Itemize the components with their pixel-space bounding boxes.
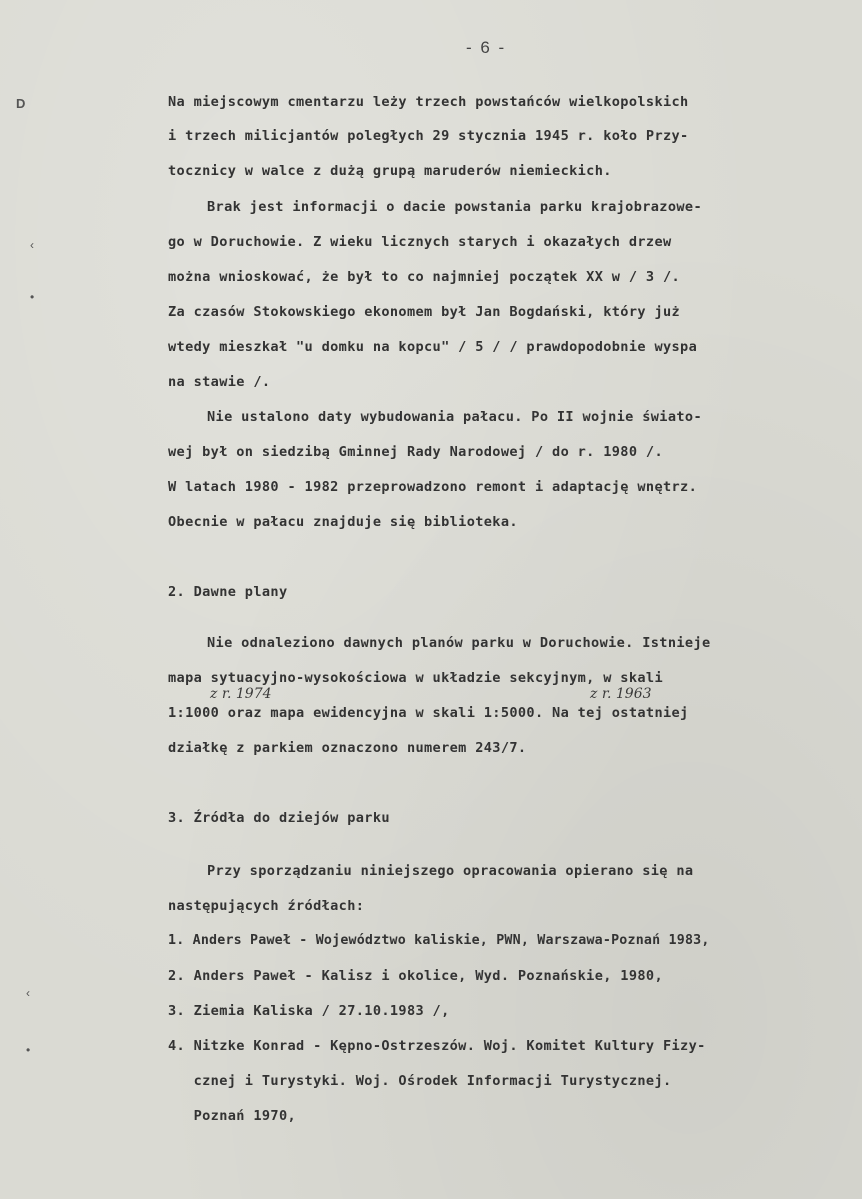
- source-list-item-continuation: cznej i Turystyki. Woj. Ośrodek Informacji Turystycznej.: [168, 1073, 672, 1089]
- paragraph-1-line: Na miejscowym cmentarzu leży trzech powstańców wielkopolskich: [168, 94, 689, 110]
- margin-letter: D: [16, 96, 26, 111]
- paragraph-2-line: go w Doruchowie. Z wieku licznych starych i okazałych drzew: [168, 234, 672, 250]
- paragraph-1-line: i trzech milicjantów poległych 29 stycznia 1945 r. koło Przy-: [168, 128, 689, 144]
- section-3-heading: 3. Źródła do dziejów parku: [168, 810, 390, 826]
- handwritten-annotation: z r. 1974: [210, 686, 272, 702]
- handwritten-annotation: z r. 1963: [590, 686, 652, 702]
- paragraph-3-line: Obecnie w pałacu znajduje się biblioteka.: [168, 514, 518, 530]
- paragraph-2-line: Brak jest informacji o dacie powstania parku krajobrazowe-: [207, 199, 702, 215]
- section-2-heading: 2. Dawne plany: [168, 584, 288, 600]
- paragraph-3-line: W latach 1980 - 1982 przeprowadzono remont i adaptację wnętrz.: [168, 479, 698, 495]
- section-2-line: działkę z parkiem oznaczono numerem 243/7.: [168, 740, 527, 756]
- source-list-item: 2. Anders Paweł - Kalisz i okolice, Wyd. Poznańskie, 1980,: [168, 968, 663, 984]
- section-2-line: Nie odnaleziono dawnych planów parku w Doruchowie. Istnieje: [207, 635, 711, 651]
- paragraph-3-line: Nie ustalono daty wybudowania pałacu. Po II wojnie świato-: [207, 409, 702, 425]
- paragraph-3-line: wej był on siedzibą Gminnej Rady Narodowej / do r. 1980 /.: [168, 444, 663, 460]
- margin-tick-mark: •: [30, 290, 35, 304]
- source-list-item: 3. Ziemia Kaliska / 27.10.1983 /,: [168, 1003, 450, 1019]
- paragraph-2-line: wtedy mieszkał "u domku na kopcu" / 5 / / prawdopodobnie wyspa: [168, 339, 698, 355]
- source-list-item: 4. Nitzke Konrad - Kępno-Ostrzeszów. Woj. Komitet Kultury Fizy-: [168, 1038, 706, 1054]
- section-2-line: 1:1000 oraz mapa ewidencyjna w skali 1:5000. Na tej ostatniej: [168, 705, 689, 721]
- section-2-line: mapa sytuacyjno-wysokościowa w układzie sekcyjnym, w skali: [168, 670, 663, 686]
- paragraph-1-line: tocznicy w walce z dużą grupą maruderów niemieckich.: [168, 163, 612, 179]
- margin-tick-mark: •: [26, 1043, 31, 1057]
- source-list-item-continuation: Poznań 1970,: [168, 1108, 297, 1124]
- source-list-item: 1. Anders Paweł - Województwo kaliskie, PWN, Warszawa-Poznań 1983,: [168, 933, 710, 948]
- paragraph-2-line: Za czasów Stokowskiego ekonomem był Jan Bogdański, który już: [168, 304, 681, 320]
- section-3-intro-line: następujących źródłach:: [168, 898, 365, 914]
- page-number: - 6 -: [466, 38, 507, 57]
- paragraph-2-line: można wnioskować, że był to co najmniej początek XX w / 3 /.: [168, 269, 681, 285]
- margin-tick-mark: ‹: [26, 986, 30, 1000]
- margin-tick-mark: ‹: [30, 238, 34, 252]
- section-3-intro-line: Przy sporządzaniu niniejszego opracowania opierano się na: [207, 863, 694, 879]
- paragraph-2-line: na stawie /.: [168, 374, 271, 390]
